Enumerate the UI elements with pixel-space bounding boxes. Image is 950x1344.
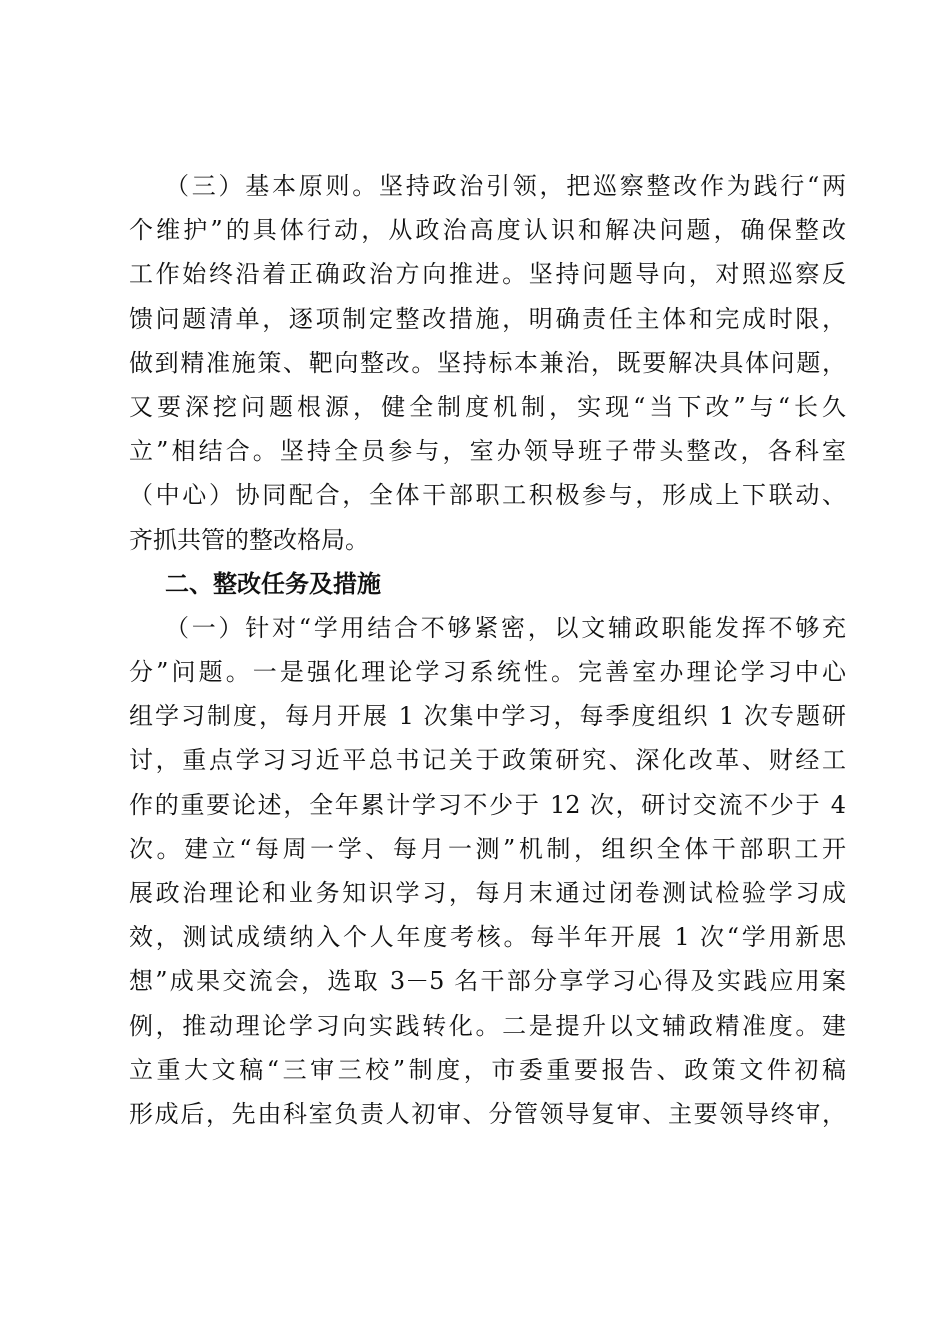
text-line: 例，推动理论学习向实践转化。二是提升以文辅政精准度。建 xyxy=(129,1011,846,1040)
text-line: 组学习制度，每月开展 1 次集中学习，每季度组织 1 次专题研 xyxy=(129,702,846,731)
text-line: 馈问题清单，逐项制定整改措施，明确责任主体和完成时限， xyxy=(129,304,846,333)
text-line: （三）基本原则。坚持政治引领，把巡察整改作为践行“两 xyxy=(165,172,846,200)
text-line: 次。建立“每周一学、每月一测”机制，组织全体干部职工开 xyxy=(129,834,846,863)
text-line: 工作始终沿着正确政治方向推进。坚持问题导向，对照巡察反 xyxy=(129,260,846,289)
paragraph-basic-principles xyxy=(129,166,846,564)
text-line: 分”问题。一是强化理论学习系统性。完善室办理论学习中心 xyxy=(129,658,846,687)
text-line: 展政治理论和业务知识学习，每月末通过闭卷测试检验学习成 xyxy=(129,879,846,907)
section-heading xyxy=(129,564,846,608)
text-line: 个维护”的具体行动，从政治高度认识和解决问题，确保整改 xyxy=(129,216,846,245)
heading-text: 二、整改任务及措施 xyxy=(165,569,381,598)
text-line: 讨，重点学习习近平总书记关于政策研究、深化改革、财经工 xyxy=(129,746,846,775)
text-line: 立”相结合。坚持全员参与，室办领导班子带头整改，各科室 xyxy=(129,437,846,466)
text-line: 形成后，先由科室负责人初审、分管领导复审、主要领导终审， xyxy=(129,1099,846,1128)
text-line: 想”成果交流会，选取 3－5 名干部分享学习心得及实践应用案 xyxy=(129,967,846,996)
text-line: 又要深挖问题根源，健全制度机制，实现“当下改”与“长久 xyxy=(129,392,846,421)
text-line: 齐抓共管的整改格局。 xyxy=(129,525,369,554)
paragraph-task-one xyxy=(129,608,846,1138)
text-line: （一）针对“学用结合不够紧密，以文辅政职能发挥不够充 xyxy=(165,613,846,642)
document-body xyxy=(129,166,846,1138)
text-line: 立重大文稿“三审三校”制度，市委重要报告、政策文件初稿 xyxy=(129,1055,846,1084)
text-line: 做到精准施策、靶向整改。坚持标本兼治，既要解决具体问题， xyxy=(129,348,846,377)
text-line: （中心）协同配合，全体干部职工积极参与，形成上下联动、 xyxy=(129,481,846,510)
text-line: 作的重要论述，全年累计学习不少于 12 次，研讨交流不少于 4 xyxy=(129,790,846,819)
text-line: 效，测试成绩纳入个人年度考核。每半年开展 1 次“学用新思 xyxy=(129,923,846,952)
